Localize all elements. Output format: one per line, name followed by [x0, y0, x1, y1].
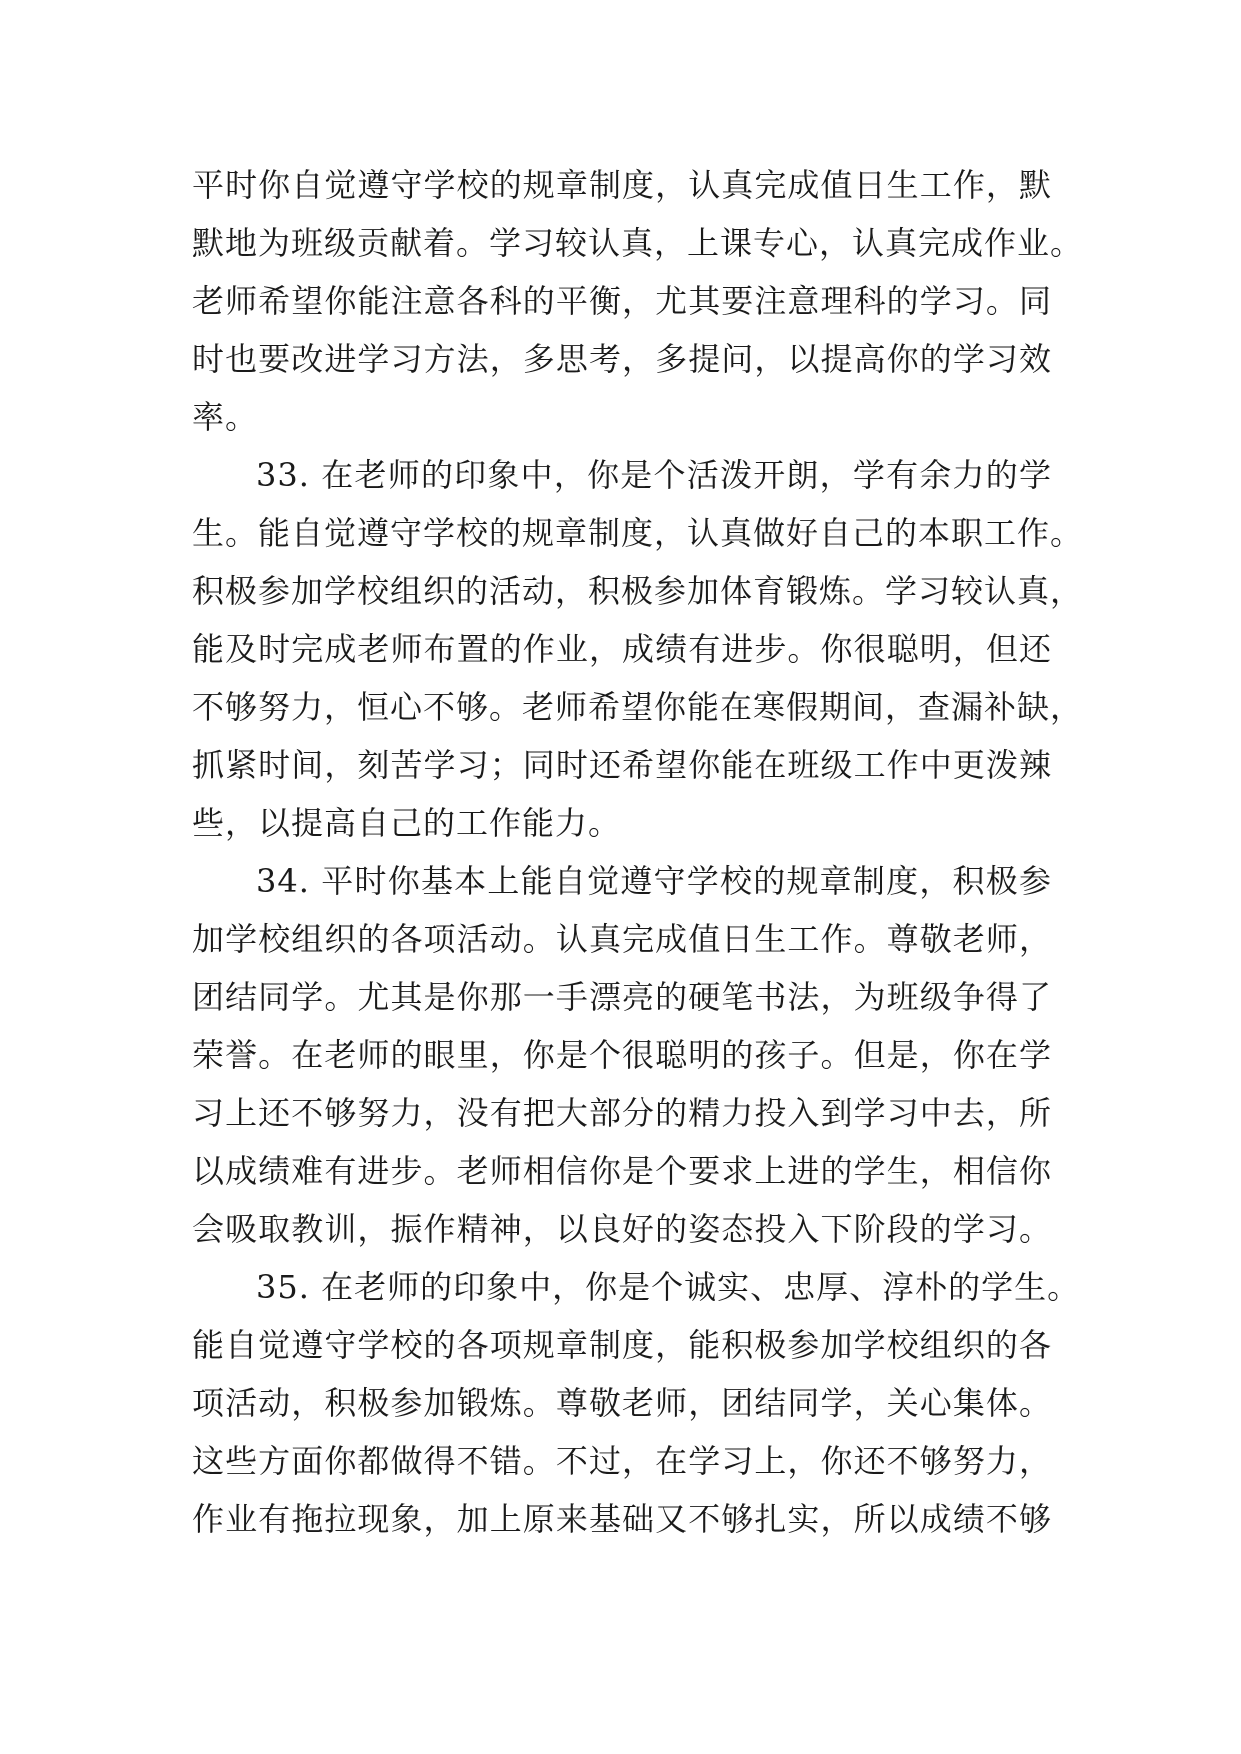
text-line: 能自觉遵守学校的各项规章制度，能积极参加学校组织的各 — [192, 1326, 1052, 1364]
text-line: 能及时完成老师布置的作业，成绩有进步。你很聪明，但还 — [192, 630, 1052, 668]
paragraph-35 — [192, 1258, 1081, 1548]
text-line: 积极参加学校组织的活动，积极参加体育锻炼。学习较认真， — [192, 572, 1084, 610]
text-line: 生。能自觉遵守学校的规章制度，认真做好自己的本职工作。 — [192, 514, 1084, 552]
text-line: 以成绩难有进步。老师相信你是个要求上进的学生，相信你 — [192, 1152, 1052, 1190]
text-line: 团结同学。尤其是你那一手漂亮的硬笔书法，为班级争得了 — [192, 978, 1052, 1016]
text-line: 项活动，积极参加锻炼。尊敬老师，团结同学，关心集体。 — [192, 1384, 1052, 1422]
text-line: 老师希望你能注意各科的平衡，尤其要注意理科的学习。同 — [192, 282, 1052, 320]
text-line: 平时你自觉遵守学校的规章制度，认真完成值日生工作，默 — [192, 166, 1052, 204]
text-line: 作业有拖拉现象，加上原来基础又不够扎实，所以成绩不够 — [192, 1500, 1052, 1538]
text-line: 不够努力，恒心不够。老师希望你能在寒假期间，查漏补缺， — [192, 688, 1084, 726]
text-line: 默地为班级贡献着。学习较认真，上课专心，认真完成作业。 — [192, 224, 1084, 262]
text-line: 加学校组织的各项活动。认真完成值日生工作。尊敬老师， — [192, 920, 1052, 958]
text-line: 33. 在老师的印象中，你是个活泼开朗，学有余力的学 — [256, 456, 1052, 494]
text-line: 些，以提高自己的工作能力。 — [192, 804, 622, 842]
document-body — [192, 156, 1084, 1548]
text-line: 抓紧时间，刻苦学习；同时还希望你能在班级工作中更泼辣 — [192, 746, 1052, 784]
text-line: 荣誉。在老师的眼里，你是个很聪明的孩子。但是，你在学 — [192, 1036, 1052, 1074]
text-line: 会吸取教训，振作精神，以良好的姿态投入下阶段的学习。 — [192, 1210, 1052, 1248]
text-line: 率。 — [192, 398, 259, 436]
paragraph-33 — [192, 446, 1084, 852]
text-line: 习上还不够努力，没有把大部分的精力投入到学习中去，所 — [192, 1094, 1052, 1132]
paragraph-34 — [192, 852, 1052, 1258]
text-line: 35. 在老师的印象中，你是个诚实、忠厚、淳朴的学生。 — [256, 1268, 1081, 1306]
paragraph-continued — [192, 156, 1084, 446]
text-line: 这些方面你都做得不错。不过，在学习上，你还不够努力， — [192, 1442, 1052, 1480]
text-line: 时也要改进学习方法，多思考，多提问，以提高你的学习效 — [192, 340, 1052, 378]
text-line: 34. 平时你基本上能自觉遵守学校的规章制度，积极参 — [256, 862, 1052, 900]
